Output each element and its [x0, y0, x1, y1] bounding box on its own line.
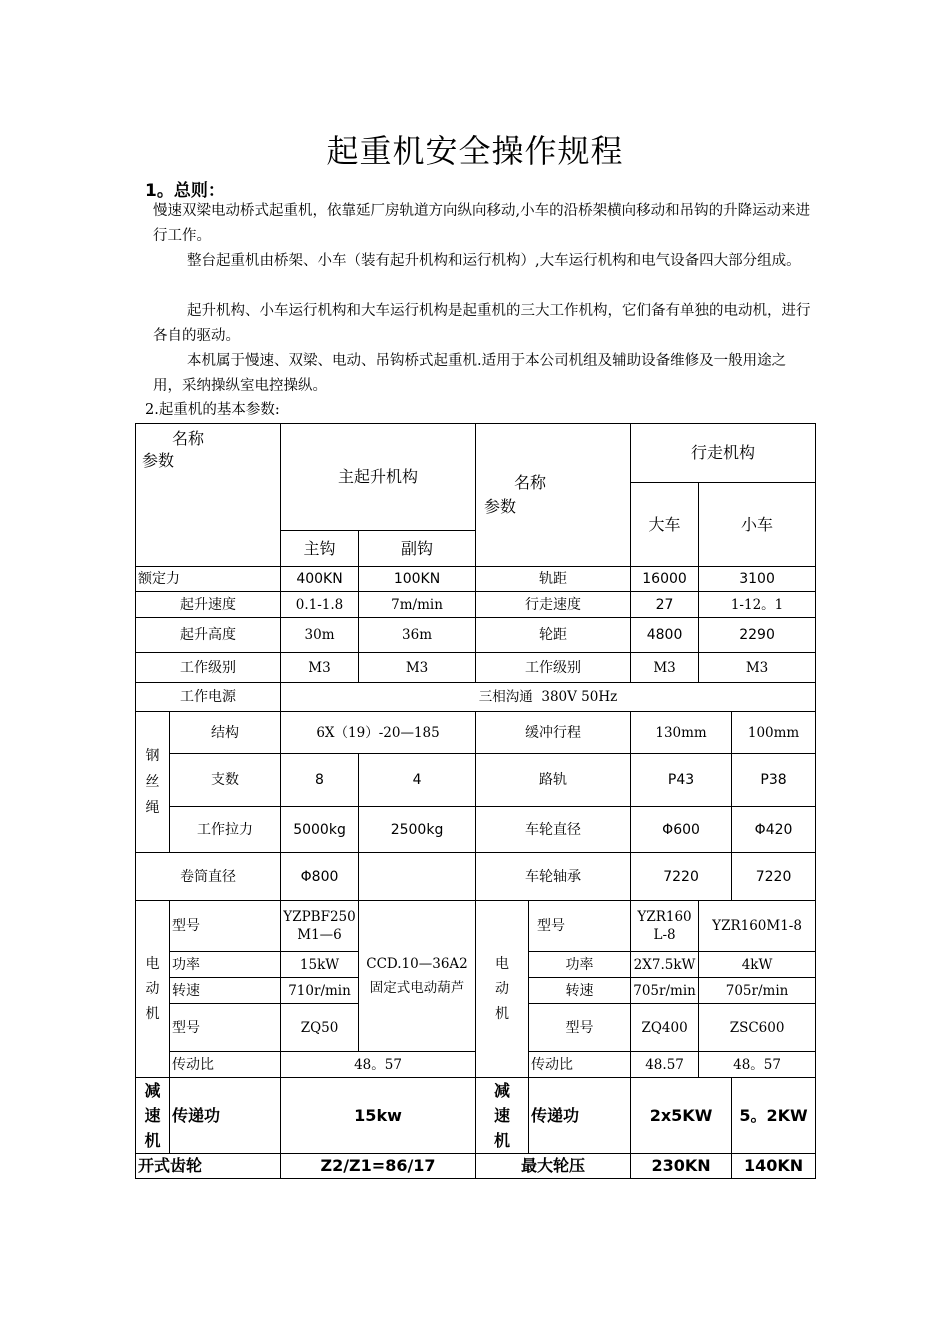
- wheel-diameter-small: Φ420: [732, 807, 816, 853]
- open-gear-label: 开式齿轮: [136, 1154, 281, 1179]
- paragraph-1: 慢速双梁电动桥式起重机，依靠延厂房轨道方向纵向移动,小车的沿桥架横向移动和吊钩的升降运动来进行工作。: [153, 203, 811, 244]
- wheelbase-label: 轮距: [476, 618, 631, 653]
- header-name-label: 名称: [172, 429, 205, 448]
- work-class-big: M3: [631, 653, 699, 683]
- travel-speed-label: 行走速度: [476, 592, 631, 618]
- header-name-label-right: 名称: [514, 473, 547, 492]
- track-gauge-small: 3100: [699, 567, 816, 592]
- power-supply-label: 工作电源: [136, 683, 281, 712]
- ratio-main: 48。57: [281, 1052, 476, 1078]
- paragraph-2: 整台起重机由桥架、小车（装有起升机构和运行机构）,大车运行机构和电气设备四大部分组成。: [187, 253, 801, 269]
- rated-load-label: 额定力: [136, 567, 281, 592]
- wheel-bearing-small: 7220: [732, 853, 816, 901]
- header-param-label: 参数: [142, 451, 175, 470]
- parameters-table: [135, 423, 816, 1179]
- max-wheel-load-small: 140KN: [732, 1154, 816, 1179]
- work-class-label: 工作级别: [136, 653, 281, 683]
- motor-group-label-right: [476, 901, 529, 1078]
- reducer-power-main: 15kw: [281, 1078, 476, 1154]
- rope-tension-label: 工作拉力: [170, 807, 281, 853]
- motor-speed-main: 710r/min: [281, 978, 359, 1004]
- rope-count-label: 支数: [170, 754, 281, 807]
- lift-speed-main: 0.1-1.8: [281, 592, 359, 618]
- paragraph-4: 本机属于慢速、双梁、电动、吊钩桥式起重机.适用于本公司机组及辅助设备维修及一般用途之用，采纳操纵室电控操纵。: [153, 353, 787, 394]
- open-gear-value: Z2/Z1=86/17: [281, 1154, 476, 1179]
- motor-speed-right-label: 转速: [529, 978, 631, 1004]
- power-supply-value: 三相沟通 380V 50Hz: [281, 683, 816, 712]
- header-main-hoist: 主起升机构: [281, 424, 476, 531]
- drum-diameter-main: Φ800: [281, 853, 359, 901]
- rated-load-main: 400KN: [281, 567, 359, 592]
- lift-height-aux: 36m: [359, 618, 476, 653]
- motor-speed-small: 705r/min: [699, 978, 816, 1004]
- wire-rope-group-text: 钢丝绳: [145, 748, 160, 816]
- motor-group-text: 电动机: [145, 955, 160, 1022]
- rope-structure-label: 结构: [170, 712, 281, 754]
- section-heading-params: 2.起重机的基本参数:: [145, 402, 280, 418]
- motor-group-label: [136, 901, 170, 1078]
- work-class-right-label: 工作级别: [476, 653, 631, 683]
- ratio-big: 48.57: [631, 1052, 699, 1078]
- work-class-small: M3: [699, 653, 816, 683]
- ratio-right-label: 传动比: [529, 1052, 631, 1078]
- wheel-diameter-big: Φ600: [631, 807, 732, 853]
- drum-diameter-aux: [359, 853, 476, 901]
- motor-model-label: 型号: [170, 901, 281, 952]
- motor-model-big: YZR160L-8: [631, 901, 699, 952]
- work-class-aux: M3: [359, 653, 476, 683]
- header-name-param-cell-right: [476, 424, 631, 567]
- rated-load-aux: 100KN: [359, 567, 476, 592]
- reducer-power-label: 传递功: [170, 1078, 281, 1154]
- wheel-bearing-label: 车轮轴承: [476, 853, 631, 901]
- lift-height-main: 30m: [281, 618, 359, 653]
- motor-power-small: 4kW: [699, 952, 816, 978]
- reducer-group-text: 减速机: [144, 1081, 161, 1150]
- reducer-group-label-right: [476, 1078, 529, 1154]
- wire-rope-group-label: [136, 712, 170, 853]
- lift-speed-label: 起升速度: [136, 592, 281, 618]
- motor-group-text-right: 电动机: [495, 955, 510, 1022]
- paragraph-3: 起升机构、小车运行机构和大车运行机构是起重机的三大工作机构，它们备有单独的电动机，进行各自的驱动。: [153, 303, 811, 344]
- header-small-car: 小车: [699, 483, 816, 567]
- buffer-stroke-label: 缓冲行程: [476, 712, 631, 754]
- rail-small: P38: [732, 754, 816, 807]
- travel-speed-small: 1-12。1: [699, 592, 816, 618]
- motor-power-right-label: 功率: [529, 952, 631, 978]
- rope-structure-value: 6X（19）-20—185: [281, 712, 476, 754]
- track-gauge-label: 轨距: [476, 567, 631, 592]
- reducer-power-small: 5。2KW: [732, 1078, 816, 1154]
- reducer-group-text-right: 减速机: [494, 1081, 511, 1150]
- header-name-param-cell: [136, 424, 281, 567]
- reducer-model-big: ZQ400: [631, 1004, 699, 1052]
- section-heading-general: 1。总则：: [145, 181, 225, 201]
- reducer-model-small: ZSC600: [699, 1004, 816, 1052]
- header-main-hook: 主钩: [281, 531, 359, 567]
- ratio-small: 48。57: [699, 1052, 816, 1078]
- header-big-car: 大车: [631, 483, 699, 567]
- wheelbase-small: 2290: [699, 618, 816, 653]
- rope-tension-aux: 2500kg: [359, 807, 476, 853]
- motor-model-right-label: 型号: [529, 901, 631, 952]
- track-gauge-big: 16000: [631, 567, 699, 592]
- motor-power-big: 2X7.5kW: [631, 952, 699, 978]
- motor-speed-big: 705r/min: [631, 978, 699, 1004]
- max-wheel-load-label: 最大轮压: [476, 1154, 631, 1179]
- motor-speed-label: 转速: [170, 978, 281, 1004]
- motor-model-main: YZPBF250M1—6: [281, 901, 359, 952]
- motor-model-small: YZR160M1-8: [699, 901, 816, 952]
- buffer-stroke-big: 130mm: [631, 712, 732, 754]
- motor-power-label: 功率: [170, 952, 281, 978]
- reducer-power-right-label: 传递功: [529, 1078, 631, 1154]
- rope-tension-main: 5000kg: [281, 807, 359, 853]
- rope-count-main: 8: [281, 754, 359, 807]
- header-param-label-right: 参数: [484, 497, 517, 516]
- ratio-label: 传动比: [170, 1052, 281, 1078]
- drum-diameter-label: 卷筒直径: [136, 853, 281, 901]
- max-wheel-load-big: 230KN: [631, 1154, 732, 1179]
- page-title: 起重机安全操作规程: [326, 132, 624, 170]
- reducer-group-label: [136, 1078, 170, 1154]
- header-aux-hook: 副钩: [359, 531, 476, 567]
- reducer-model-label: 型号: [170, 1004, 281, 1052]
- motor-power-main: 15kW: [281, 952, 359, 978]
- aux-hoist-model: CCD.10—36A2固定式电动葫芦: [359, 901, 476, 1052]
- buffer-stroke-small: 100mm: [732, 712, 816, 754]
- wheelbase-big: 4800: [631, 618, 699, 653]
- reducer-model-right-label: 型号: [529, 1004, 631, 1052]
- lift-height-label: 起升高度: [136, 618, 281, 653]
- rail-big: P43: [631, 754, 732, 807]
- wheel-diameter-label: 车轮直径: [476, 807, 631, 853]
- work-class-main: M3: [281, 653, 359, 683]
- reducer-power-big: 2x5KW: [631, 1078, 732, 1154]
- reducer-model-main: ZQ50: [281, 1004, 359, 1052]
- header-travel: 行走机构: [631, 424, 816, 483]
- travel-speed-big: 27: [631, 592, 699, 618]
- lift-speed-aux: 7m/min: [359, 592, 476, 618]
- wheel-bearing-big: 7220: [631, 853, 732, 901]
- rope-count-aux: 4: [359, 754, 476, 807]
- rail-label: 路轨: [476, 754, 631, 807]
